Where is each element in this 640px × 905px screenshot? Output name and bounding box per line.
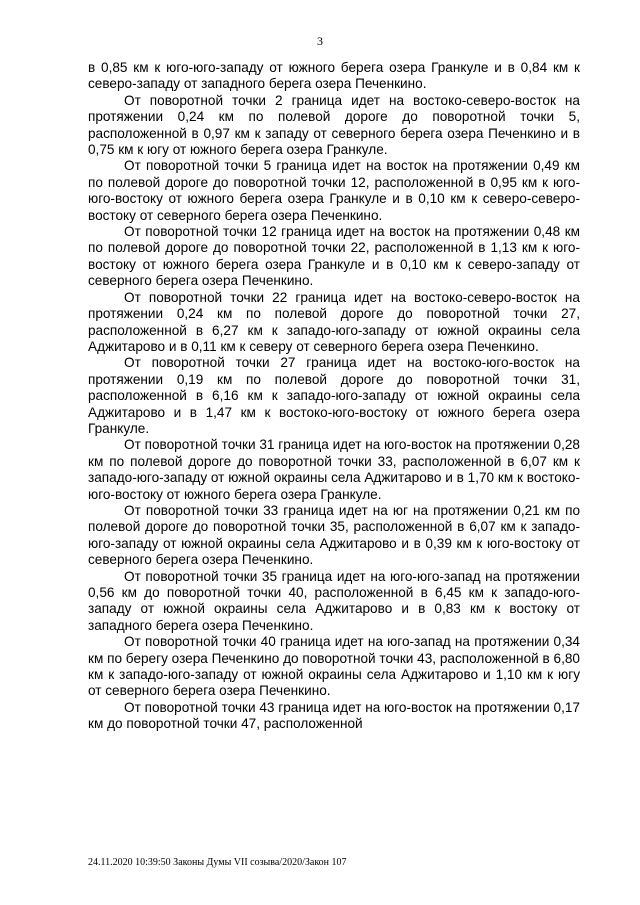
- paragraph: От поворотной точки 33 граница идет на юг на протяжении 0,21 км по полевой дороге до поворотной точки 35, расположенной в 6,07 км к западо-юго-западу от южной окраины села Аджитарово и в 0,39 км к юго-востоку от северного берега озера Печенкино.: [88, 502, 580, 568]
- paragraph: От поворотной точки 2 граница идет на востоко-северо-восток на протяжении 0,24 км по полевой дороге до поворотной точки 5, расположенной в 0,97 км к западу от северного берега озера Печенкино и в 0,75 км к югу от южного берега озера Гранкуле.: [88, 92, 580, 158]
- paragraph: в 0,85 км к юго-юго-западу от южного берега озера Гранкуле и в 0,84 км к северо-западу от западного берега озера Печенкино.: [88, 60, 580, 92]
- paragraph: От поворотной точки 31 граница идет на юго-восток на протяжении 0,28 км по полевой дороге до поворотной точки 33, расположенной в 6,07 км к западо-юго-западу от южной окраины села Аджитарово и в 1,70 км к востоко-юго-востоку от южного берега озера Гранкуле.: [88, 437, 580, 502]
- paragraph: От поворотной точки 35 граница идет на юго-юго-запад на протяжении 0,56 км до поворотной точки 40, расположенной в 6,45 км к западо-юго-западу от южной окраины села Аджитарово и в 0,83 км к востоку от западного берега озера Печенкино.: [88, 568, 580, 633]
- document-body: [88, 60, 580, 733]
- paragraph: От поворотной точки 12 граница идет на восток на протяжении 0,48 км по полевой дороге до поворотной точки 22, расположенной в 1,13 км к юго-востоку от южного берега озера Гранкуле и в 0,10 км к северо-западу от северного берега озера Печенкино.: [88, 224, 580, 289]
- paragraph: От поворотной точки 40 граница идет на юго-запад на протяжении 0,34 км по берегу озера Печенкино до поворотной точки 43, расположенной в 6,80 км к западо-юго-западу от южной окраины села Аджитарово и 1,10 км к югу от северного берега озера Печенкино.: [88, 634, 580, 699]
- page-number: 3: [317, 34, 323, 48]
- paragraph: От поворотной точки 27 граница идет на востоко-юго-восток на протяжении 0,19 км по полевой дороге до поворотной точки 31, расположенной в 6,16 км к западо-юго-западу от южной окраины села Аджитарово и в 1,47 км к востоко-юго-востоку от южного берега озера Гранкуле.: [88, 355, 580, 436]
- footer-stamp: 24.11.2020 10:39:50 Законы Думы VII созыва/2020/Закон 107: [88, 857, 347, 868]
- paragraph: От поворотной точки 43 граница идет на юго-восток на протяжении 0,17 км до поворотной точки 47, расположенной: [88, 699, 580, 732]
- paragraph: От поворотной точки 5 граница идет на восток на протяжении 0,49 км по полевой дороге до поворотной точки 12, расположенной в 0,95 км к юго-юго-востоку от южного берега озера Гранкуле и в 0,10 км к северо-северо-востоку от северного берега озера Печенкино.: [88, 158, 580, 223]
- paragraph: От поворотной точки 22 граница идет на востоко-северо-восток на протяжении 0,24 км по полевой дороге до поворотной точки 27, расположенной в 6,27 км к западо-юго-западу от южной окраины села Аджитарово и в 0,11 км к северу от северного берега озера Печенкино.: [88, 289, 580, 354]
